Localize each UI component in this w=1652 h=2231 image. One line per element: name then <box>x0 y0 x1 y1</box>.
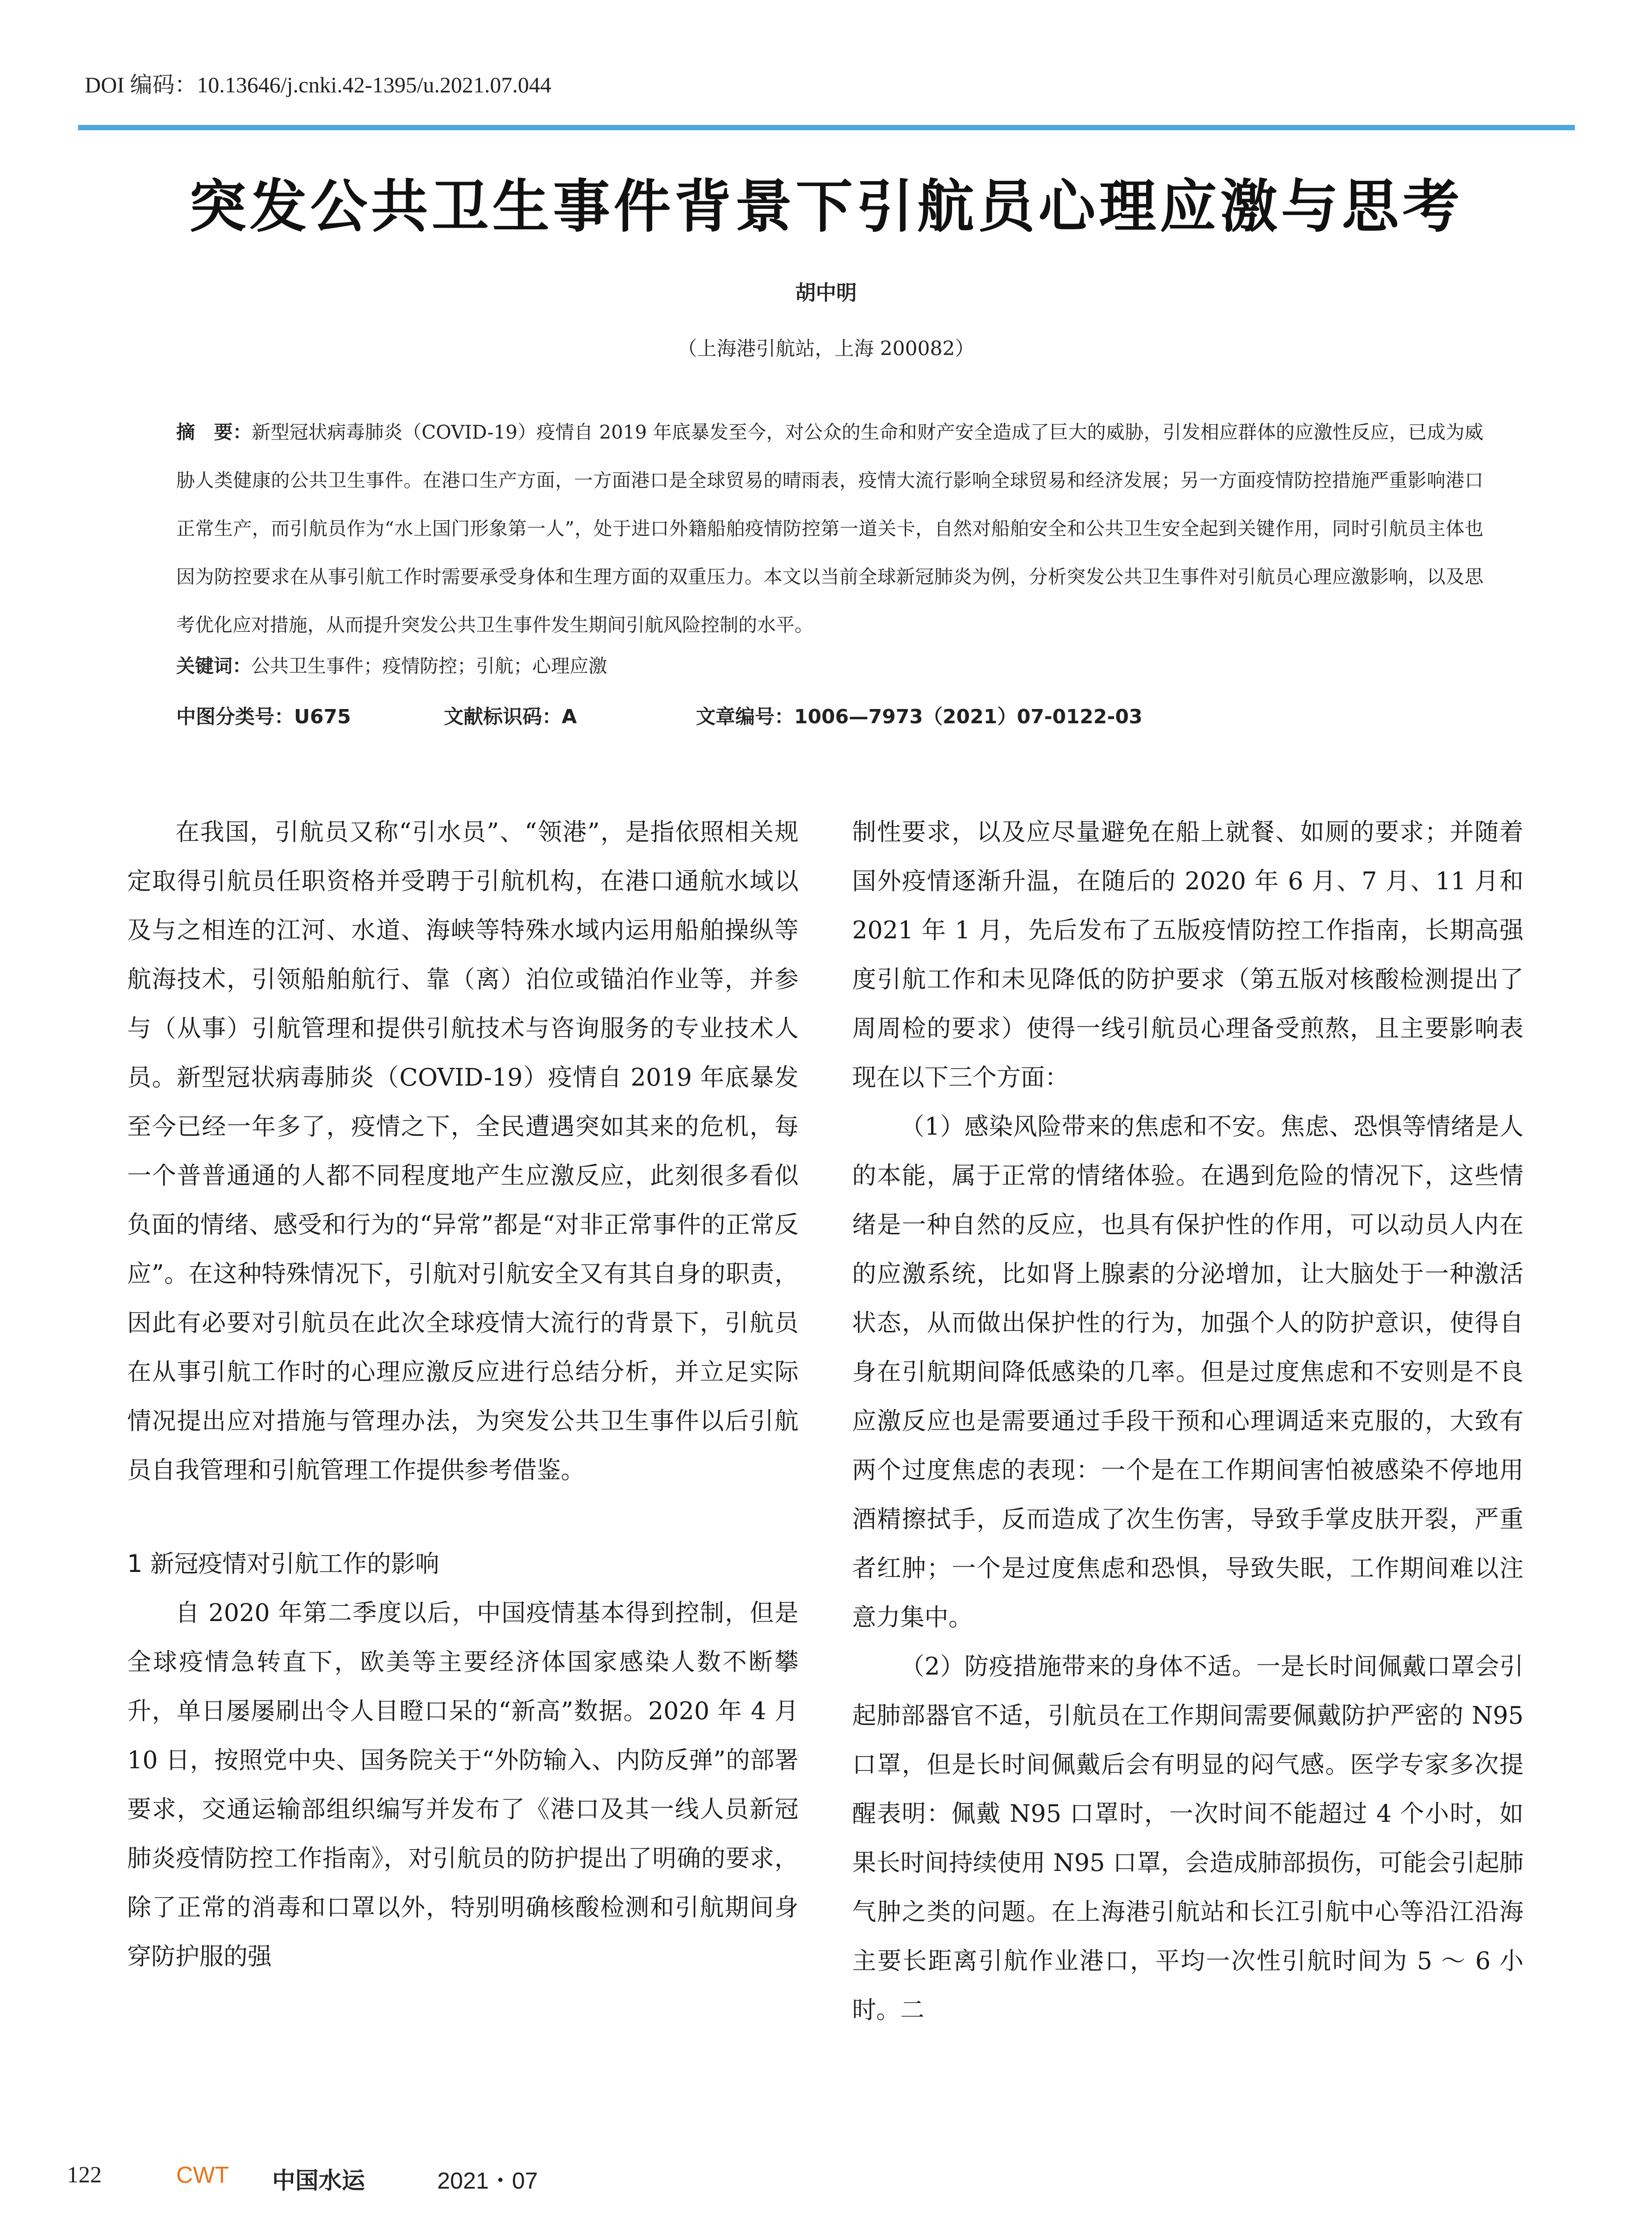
page-number: 122 <box>67 2162 102 2188</box>
clc-number: 中图分类号：U675 <box>176 705 351 728</box>
author-name: 胡中明 <box>795 281 857 305</box>
body-column-left <box>127 808 799 1981</box>
header-rule <box>78 125 1575 130</box>
doi-line: DOI 编码：10.13646/j.cnki.42-1395/u.2021.07.044 <box>85 72 551 97</box>
article-number: 文章编号：1006—7973（2021）07-0122-03 <box>696 705 1143 728</box>
keywords-text: 公共卫生事件；疫情防控；引航；心理应激 <box>251 655 608 677</box>
journal-name: 中国水运 <box>272 2168 365 2194</box>
journal-logo: CWT <box>176 2162 229 2188</box>
abstract-label: 摘 要： <box>176 421 252 443</box>
keywords-label: 关键词： <box>176 655 252 677</box>
paragraph: （2）防疫措施带来的身体不适。一是长时间佩戴口罩会引起肺部器官不适，引航员在工作期间需要佩戴防护严密的 N95 口罩，但是长时间佩戴后会有明显的闷气感。医学专家多次提醒表明：佩戴 N95 口罩时，一次时间不能超过 4 个小时，如果长时间持续使用 N95 口罩，会造成肺部损伤，可能会引起肺气肿之类的问题。在上海港引航站和长江引航中心等沿江沿海主要长距离引航作业港口，平均一次性引航时间为 5 ～ 6 小时。二 <box>852 1652 1524 2024</box>
paragraph: 自 2020 年第二季度以后，中国疫情基本得到控制，但是全球疫情急转直下，欧美等主要经济体国家感染人数不断攀升，单日屡屡刷出令人目瞪口呆的“新高”数据。2020 年 4 月 10 日，按照党中央、国务院关于“外防输入、内防反弹”的部署要求，交通运输部组织编写并发布了《港口及其一线人员新冠肺炎疫情防控工作指南》，对引航员的防护提出了明确的要求，除了正常的消毒和口罩以外，特别明确核酸检测和引航期间身穿防护服的强 <box>127 1599 799 1970</box>
document-code: 文献标识码：A <box>444 705 577 728</box>
paragraph: 制性要求，以及应尽量避免在船上就餐、如厕的要求；并随着国外疫情逐渐升温，在随后的 2020 年 6 月、7 月、11 月和 2021 年 1 月，先后发布了五版疫情防控工作指南，长期高强度引航工作和未见降低的防护要求（第五版对核酸检测提出了周周检的要求）使得一线引航员心理备受煎熬，且主要影响表现在以下三个方面： <box>852 818 1524 1091</box>
issue-number: 2021・07 <box>437 2168 538 2194</box>
author-affiliation: （上海港引航站，上海 200082） <box>677 337 975 360</box>
article-title: 突发公共卫生事件背景下引航员心理应激与思考 <box>189 173 1463 240</box>
body-column-right <box>852 808 1524 2035</box>
abstract <box>176 408 1483 649</box>
paragraph: 在我国，引航员又称“引水员”、“领港”，是指依照相关规定取得引航员任职资格并受聘于引航机构，在港口通航水域以及与之相连的江河、水道、海峡等特殊水域内运用船舶操纵等航海技术，引领船舶航行、靠（离）泊位或锚泊作业等，并参与（从事）引航管理和提供引航技术与咨询服务的专业技术人员。新型冠状病毒肺炎（COVID-19）疫情自 2019 年底暴发至今已经一年多了，疫情之下，全民遭遇突如其来的危机，每一个普普通通的人都不同程度地产生应激反应，此刻很多看似负面的情绪、感受和行为的“异常”都是“对非正常事件的正常反应”。在这种特殊情况下，引航对引航安全又有其自身的职责，因此有必要对引航员在此次全球疫情大流行的背景下，引航员在从事引航工作时的心理应激反应进行总结分析，并立足实际情况提出应对措施与管理办法，为突发公共卫生事件以后引航员自我管理和引航管理工作提供参考借鉴。 <box>127 818 799 1484</box>
keywords <box>176 651 1483 678</box>
abstract-text: 新型冠状病毒肺炎（COVID-19）疫情自 2019 年底暴发至今，对公众的生命和财产安全造成了巨大的威胁，引发相应群体的应激性反应，已成为威胁人类健康的公共卫生事件。在港口生产方面，一方面港口是全球贸易的晴雨表，疫情大流行影响全球贸易和经济发展；另一方面疫情防控措施严重影响港口正常生产，而引航员作为“水上国门形象第一人”，处于进口外籍船舶疫情防控第一道关卡，自然对船舶安全和公共卫生安全起到关键作用，同时引航员主体也因为防控要求在从事引航工作时需要承受身体和生理方面的双重压力。本文以当前全球新冠肺炎为例，分析突发公共卫生事件对引航员心理应激影响，以及思考优化应对措施，从而提升突发公共卫生事件发生期间引航风险控制的水平。 <box>176 421 1483 636</box>
paragraph: （1）感染风险带来的焦虑和不安。焦虑、恐惧等情绪是人的本能，属于正常的情绪体验。在遇到危险的情况下，这些情绪是一种自然的反应，也具有保护性的作用，可以动员人内在的应激系统，比如肾上腺素的分泌增加，让大脑处于一种激活状态，从而做出保护性的行为，加强个人的防护意识，使得自身在引航期间降低感染的几率。但是过度焦虑和不安则是不良应激反应也是需要通过手段干预和心理调适来克服的，大致有两个过度焦虑的表现：一个是在工作期间害怕被感染不停地用酒精擦拭手，反而造成了次生伤害，导致手掌皮肤开裂，严重者红肿；一个是过度焦虑和恐惧，导致失眠，工作期间难以注意力集中。 <box>852 1112 1524 1631</box>
section-heading: 1 新冠疫情对引航工作的影响 <box>127 1550 439 1578</box>
